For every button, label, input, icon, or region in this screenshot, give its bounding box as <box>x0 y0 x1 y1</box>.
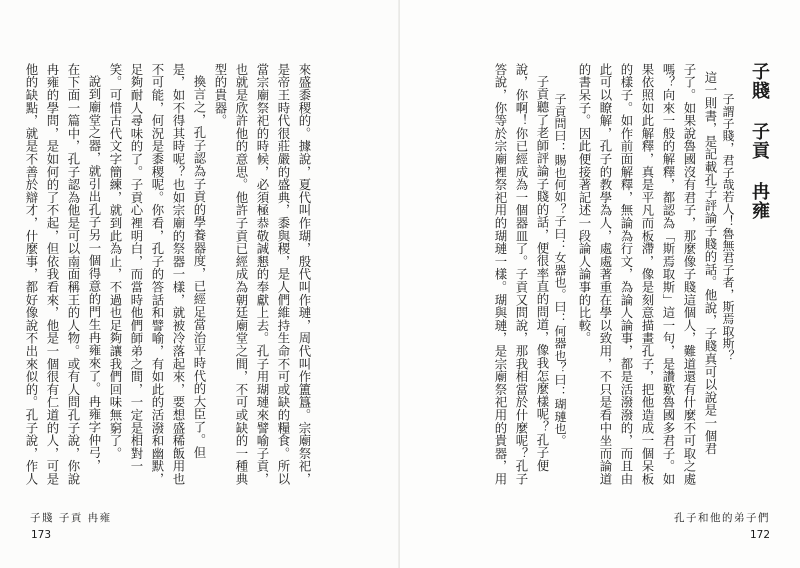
body-column: 的書呆子。因此便接著記述一段論人論事的比較。 <box>577 63 592 345</box>
body-column: 此可以瞭解，孔子的教學為人，處處著重在學以致用，不只是看中坐而論道 <box>598 63 613 486</box>
running-footer: 子賤 子貢 冉雍 <box>30 512 112 524</box>
running-footer: 孔子和他的弟子們 <box>674 512 770 524</box>
body-column: 在下面一篇中，孔子認為他是可以南面稱王的人物。或有人問孔子說，你說 <box>66 63 81 486</box>
body-column: 不可能，何況是黍稷呢。你看，孔子的答話和譬喻，有如此的活潑和幽默， <box>150 63 165 486</box>
body-column: 果依照如此解釋，真是平凡而板滯，像是刻意描畫孔子，把他造成一個呆板 <box>640 63 655 486</box>
body-column: 說，你啊！你已經成為一個器皿了。子貢又問說，那我相當於什麼呢？孔子 <box>514 63 529 486</box>
body-column: 說到廟堂之器，就引出孔子另一個得意的門生冉雍來了。冉雍字仲弓， <box>87 75 102 472</box>
body-column: 他的缺點，就是不善於辯才，什麼事，都好像說不出來似的。孔子說，作人 <box>24 63 39 486</box>
page-title: 子賤 子貢 冉雍 <box>749 62 770 220</box>
body-column: 是帝王時代很莊嚴的盛典，黍與稷，是人們維持生命不可或缺的糧食。所以 <box>276 63 291 486</box>
body-column: 子了。如果說魯國沒有君子，那麼像子賤這個人，難道還有什麼不可取之處 <box>682 63 697 486</box>
body-column: 也就是欣許他的意思。他許子貢已經成為朝廷廟堂之間，不可或缺的一種典 <box>234 63 249 486</box>
body-column: 笑。可惜古代文字簡練，就到此為止，不過也足夠讓我們回味無窮了。 <box>108 63 123 460</box>
page-number: 173 <box>31 529 52 541</box>
body-column: 子貢聽了老師評論子賤的話，便很率直的問道，像我怎麼樣呢？孔子便 <box>535 75 550 472</box>
body-column: 型的貴器。 <box>213 63 228 127</box>
body-column: 嗎？向來一般的解釋，都認為「斯焉取斯」這一句，是讚歎魯國多君子。如 <box>661 63 676 486</box>
body-column: 這一則書，是記載孔子評論子賤的話。他說，子賤真可以說是一個君 <box>703 71 718 455</box>
quote-column: 子謂子賤，君子哉若人！魯無君子者，斯焉取斯？ <box>721 93 735 362</box>
quote-column: 子貢問曰：賜也何如？子曰：女器也。曰：何器也？曰：瑚璉也。 <box>553 93 567 447</box>
body-column: 換言之，孔子認為子貢的學養器度，已經足當治平時代的大臣了。但 <box>192 75 207 459</box>
body-column: 冉雍的學問，是如何的了不起，但依我看來，他是一個很有仁道的人，可是 <box>45 63 60 486</box>
body-column: 的樣子。如作前面解釋，無論為行文，為論人論事，都是活潑潑的，而且由 <box>619 63 634 486</box>
page-172 <box>400 0 800 568</box>
body-column: 來盛黍稷的。據說，夏代叫作瑚，殷代叫作璉，周代叫作簠簋。宗廟祭祀， <box>297 63 312 486</box>
body-column: 足夠耐人尋味的了。子貢心裡明白，而當時他們師弟之間，一定是相對一 <box>129 63 144 473</box>
body-column: 當宗廟祭祀的時候，必須極恭敬誠懇的奉獻上去。孔子用瑚璉來譬喻子貢， <box>255 63 270 486</box>
page-number: 172 <box>749 529 770 541</box>
body-column: 是，如不得其時呢？也如宗廟的祭器一樣，就被冷落起來，要想盛稀飯用也 <box>171 63 186 486</box>
body-column: 答說，你等於宗廟裡祭祀用的瑚璉一樣。瑚與璉，是宗廟祭祀用的貴器，用 <box>493 63 508 486</box>
